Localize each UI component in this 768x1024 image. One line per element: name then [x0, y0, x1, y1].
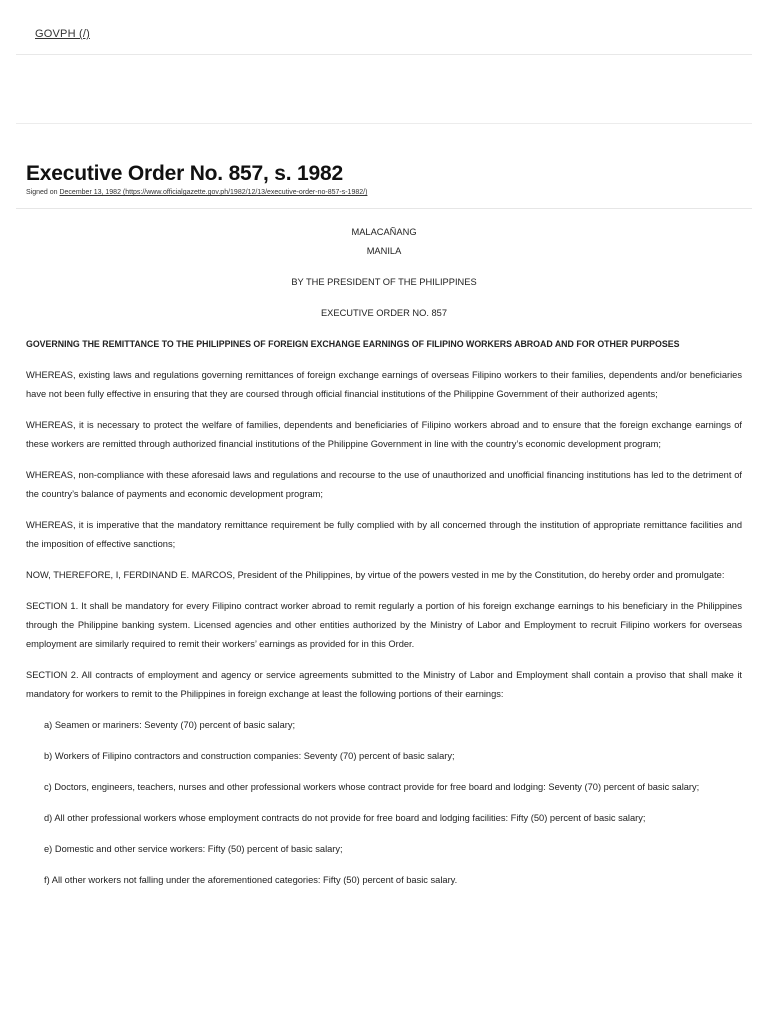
whereas-paragraph-3: WHEREAS, non-compliance with these aforesaid laws and regulations and recourse to the use of unauthorized and unofficial financing institutions has led to the detriment of the country’s balance of payments and economic development program; — [26, 470, 742, 499]
list-item-f: f) All other workers not falling under the aforementioned categories: Fifty (50) percent of basic salary. — [44, 875, 458, 885]
heading-malacanang: MALACAÑANG — [351, 227, 417, 237]
section-2-paragraph: SECTION 2. All contracts of employment and agency or service agreements submitted to the Ministry of Labor and Employment shall contain a proviso that shall make it mandatory for workers to remit to the Philippines in foreign exchange at least the following portions of their earnings: — [26, 670, 742, 699]
whereas-paragraph-1: WHEREAS, existing laws and regulations governing remittances of foreign exchange earnings of overseas Filipino workers to their families, dependents and/or beneficiaries have not been fully effective in ensuring that they are coursed through official financial institutions of the Philippine Government of their authorized agents; — [26, 370, 742, 399]
article-body — [0, 209, 768, 890]
signed-date-link[interactable]: December 13, 1982 (https://www.officialgazette.gov.ph/1982/12/13/executive-order-no-857-s-1982/) — [59, 189, 368, 196]
list-item-d: d) All other professional workers whose employment contracts do not provide for free board and lodging facilities: Fifty (50) percent of basic salary; — [44, 813, 646, 823]
list-item-a: a) Seamen or mariners: Seventy (70) percent of basic salary; — [44, 720, 296, 730]
list-item-c: c) Doctors, engineers, teachers, nurses and other professional workers whose contract provide for free board and lodging: Seventy (70) percent of basic salary; — [44, 782, 700, 792]
signed-prefix: Signed on — [26, 189, 60, 196]
section-1-paragraph: SECTION 1. It shall be mandatory for every Filipino contract worker abroad to remit regularly a portion of his foreign exchange earnings to his beneficiary in the Philippines through the Philippine banking system. Licensed agencies and other entities authorized by the Ministry of Labor and Employment to recruit Filipino workers for overseas employment are similarly required to remit their workers’ earnings as provided for in this Order. — [26, 601, 742, 649]
signed-date — [26, 189, 742, 196]
whereas-paragraph-2: WHEREAS, it is necessary to protect the welfare of families, dependents and beneficiaries of Filipino workers abroad and to ensure that the foreign exchange earnings of these workers are remitted through authorized financial institutions of the Philippine Government in line with the country’s economic development program; — [26, 420, 742, 449]
banner-area — [16, 55, 752, 124]
article-header — [16, 124, 752, 209]
now-therefore-paragraph: NOW, THEREFORE, I, FERDINAND E. MARCOS, President of the Philippines, by virtue of the powers vested in me by the Constitution, do hereby order and promulgate: — [26, 570, 725, 580]
govph-link[interactable]: GOVPH (/) — [35, 28, 90, 40]
heading-president: BY THE PRESIDENT OF THE PHILIPPINES — [291, 277, 477, 287]
order-subject: GOVERNING THE REMITTANCE TO THE PHILIPPINES OF FOREIGN EXCHANGE EARNINGS OF FILIPINO WORKERS ABROAD AND FOR OTHER PURPOSES — [26, 339, 680, 349]
top-navbar — [16, 0, 752, 55]
heading-manila: MANILA — [366, 246, 402, 256]
list-item-e: e) Domestic and other service workers: Fifty (50) percent of basic salary; — [44, 844, 343, 854]
page-title: Executive Order No. 857, s. 1982 — [26, 162, 343, 185]
whereas-paragraph-4: WHEREAS, it is imperative that the mandatory remittance requirement be fully complied with by all concerned through the institution of appropriate remittance facilities and the imposition of effective sanctions; — [26, 520, 742, 549]
heading-eo-number: EXECUTIVE ORDER NO. 857 — [320, 308, 448, 318]
list-item-b: b) Workers of Filipino contractors and construction companies: Seventy (70) percent of basic salary; — [44, 751, 455, 761]
